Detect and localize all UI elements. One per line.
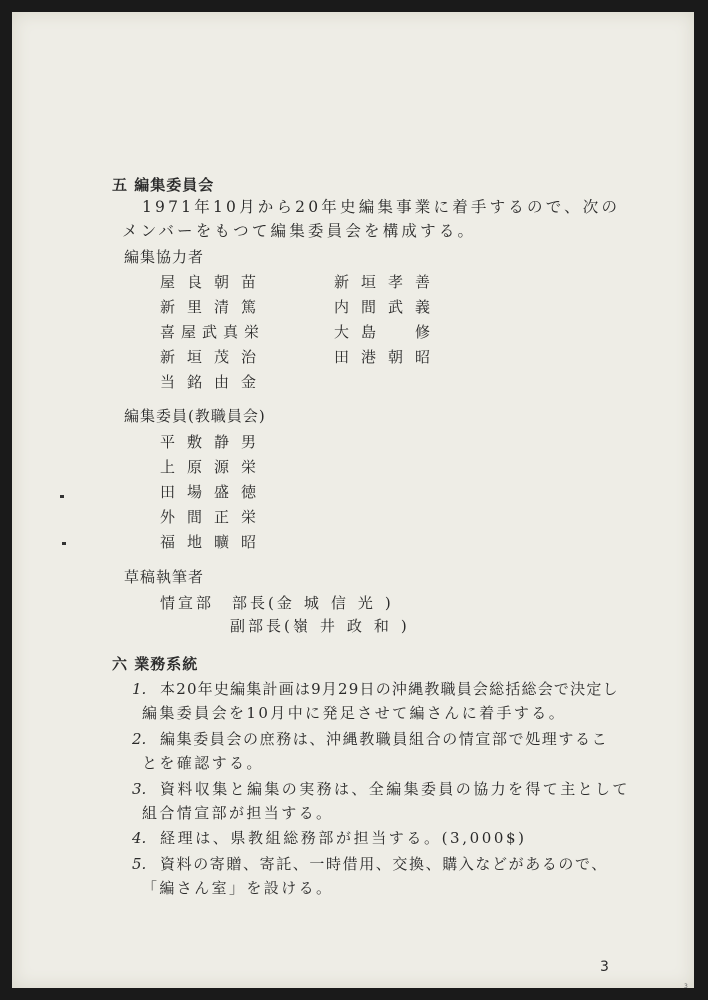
- drafter-row: [160, 594, 394, 612]
- item-number: 4.: [132, 829, 147, 847]
- item-number: 3.: [132, 780, 147, 798]
- section5-intro-line1: 1971年10月から20年史編集事業に着手するので、次の: [142, 198, 621, 216]
- cooperator-name: 屋良朝苗: [160, 273, 269, 291]
- item-line: 組合情宣部が担当する。: [142, 804, 334, 822]
- corner-mark: 3: [684, 983, 688, 990]
- cooperator-name: 喜屋武真栄: [160, 323, 266, 341]
- item-number: 1.: [132, 680, 147, 698]
- item-number: 2.: [132, 730, 147, 748]
- item-line: 「編さん室」を設ける。: [142, 879, 334, 897]
- item-line: 本20年史編集計画は9月29日の沖縄教職員会総括総会で決定し: [160, 680, 619, 698]
- item-line: 経理は、県教組総務部が担当する。(3,000$): [160, 829, 527, 847]
- drafter-name: 金城信光: [276, 594, 385, 612]
- item-number: 5.: [132, 855, 147, 873]
- cooperator-name: 新里清篤: [160, 298, 269, 316]
- close-paren: ): [400, 617, 410, 635]
- margin-mark: [62, 542, 66, 545]
- section5-intro-line2: メンバーをもつて編集委員会を構成する。: [122, 222, 477, 240]
- cooperator-name: 当銘由金: [160, 373, 269, 391]
- drafter-role: 副部長(: [230, 617, 293, 635]
- section6-heading: 六 業務系統: [112, 655, 199, 673]
- item-line: 編集委員会の庶務は、沖縄教職員組合の情宣部で処理するこ: [160, 730, 609, 748]
- drafter-role: 情宣部 部長(: [160, 594, 277, 612]
- committee-member: 田場盛徳: [160, 483, 269, 501]
- committee-member: 外間正栄: [160, 508, 269, 526]
- item-line: 資料収集と編集の実務は、全編集委員の協力を得て主として: [160, 780, 630, 798]
- item-line: 編集委員会を10月中に発足させて編さんに着手する。: [142, 704, 567, 722]
- cooperators-label: 編集協力者: [124, 248, 205, 266]
- drafters-label: 草稿執筆者: [124, 568, 205, 586]
- cooperator-name: 新垣孝善: [334, 273, 443, 291]
- drafter-name: 嶺井政和: [292, 617, 401, 635]
- committee-member: 福地曠昭: [160, 533, 269, 551]
- committee-member: 上原源栄: [160, 458, 269, 476]
- cooperator-name: 大島 修: [334, 323, 443, 341]
- item-line: とを確認する。: [142, 754, 264, 772]
- page-number: 3: [600, 959, 609, 975]
- cooperator-name: 内間武義: [334, 298, 443, 316]
- margin-mark: [60, 495, 64, 498]
- committee-member: 平敷静男: [160, 433, 269, 451]
- section5-heading: 五 編集委員会: [112, 176, 215, 194]
- cooperator-name: 新垣茂治: [160, 348, 269, 366]
- drafter-row: [230, 617, 410, 635]
- close-paren: ): [384, 594, 394, 612]
- committee-label: 編集委員(教職員会): [124, 407, 266, 425]
- item-line: 資料の寄贈、寄託、一時借用、交換、購入などがあるので、: [160, 855, 608, 873]
- cooperator-name: 田港朝昭: [334, 348, 443, 366]
